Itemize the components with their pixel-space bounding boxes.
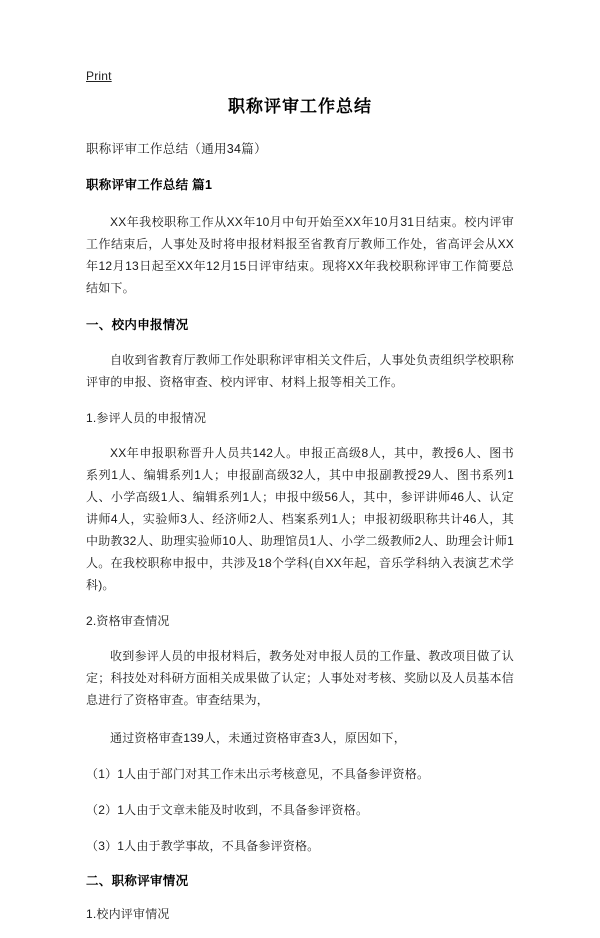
document-body: [86, 92, 514, 938]
paragraph-two: XX年申报职称晋升人员共142人。申报正高级8人，其中，教授6人、图书系列1人、编辑系列1人；申报副高级32人，其中申报副教授29人、图书系列1人、小学高级1人、编辑系列1人；申报中级56人，其中，参评讲师46人、认定讲师4人，实验师3人、经济师2人、档案系列1人；申报初级职称共计46人，其中助教32人、助理实验师10人、助理馆员1人、小学二级教师2人、助理会计师1人。在我校职称申报中，共涉及18个学科(自XX年起，音乐学科纳入表演艺术学科)。: [86, 446, 514, 592]
print-button[interactable]: Print: [86, 69, 112, 83]
list-item: （1）1人由于部门对其工作未出示考核意见，不具备参评资格。: [86, 767, 430, 781]
intro-paragraph: XX年我校职称工作从XX年10月中旬开始至XX年10月31日结束。校内评审工作结束后，人事处及时将申报材料报至省教育厅教师工作处，省高评会从XX年12月13日起至XX年12月15日评审结束。现将XX年我校职称评审工作简要总结如下。: [86, 215, 514, 295]
document-subtitle: 职称评审工作总结（通用34篇）: [86, 142, 267, 156]
list-item: （2）1人由于文章未能及时收到，不具备参评资格。: [86, 803, 369, 817]
paragraph-three: 收到参评人员的申报材料后，教务处对申报人员的工作量、教改项目做了认定；科技处对科研方面相关成果做了认定；人事处对考核、奖励以及人员基本信息进行了资格审查。审查结果为，: [86, 649, 514, 707]
list-item: （3）1人由于教学事故，不具备参评资格。: [86, 839, 320, 853]
subheading-qualification-review: 2.资格审查情况: [86, 614, 170, 628]
page-title: 职称评审工作总结: [228, 97, 372, 116]
subheading-applicants: 1.参评人员的申报情况: [86, 411, 207, 425]
section-heading-pian1: 职称评审工作总结 篇1: [86, 178, 213, 192]
heading-one: 一、校内申报情况: [86, 318, 189, 332]
subheading-internal-review: 1.校内评审情况: [86, 907, 170, 921]
paragraph-four: 通过资格审查139人，未通过资格审查3人，原因如下，: [110, 731, 406, 745]
paragraph-one: 自收到省教育厅教师工作处职称评审相关文件后，人事处负责组织学校职称评审的申报、资格审查、校内评审、材料上报等相关工作。: [86, 353, 514, 389]
heading-two: 二、职称评审情况: [86, 874, 189, 888]
